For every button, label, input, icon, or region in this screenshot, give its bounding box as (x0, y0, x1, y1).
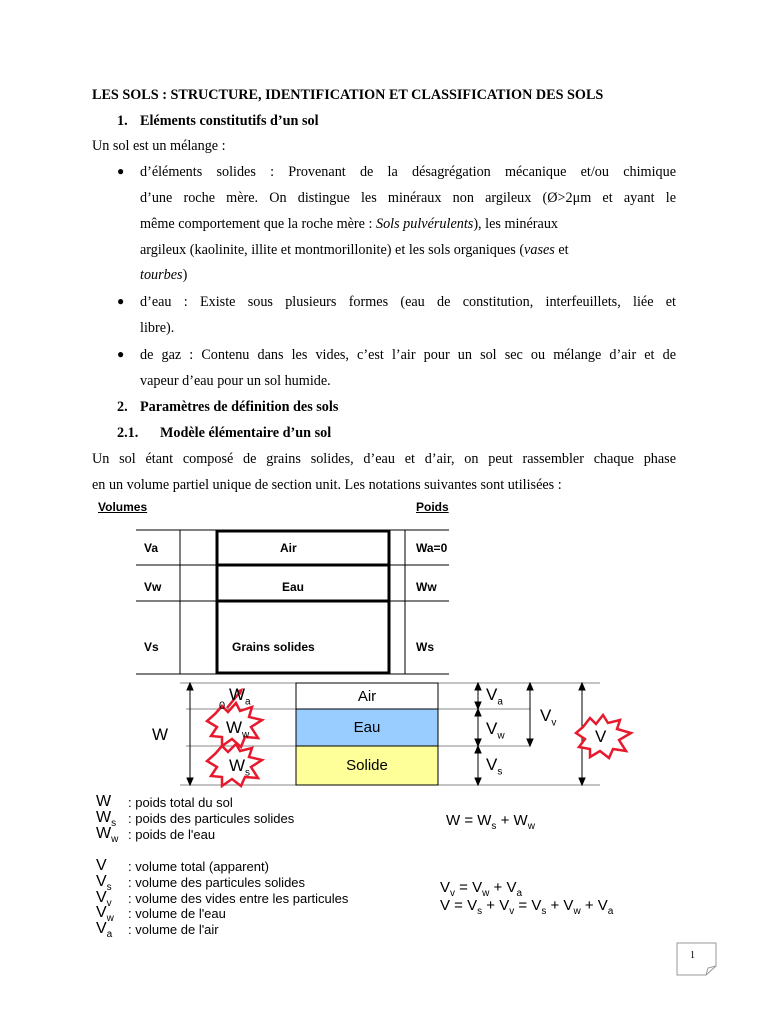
row-grains-label: Grains solides (232, 640, 315, 654)
bullet-1-line-4b: et (554, 242, 569, 258)
bullet-3-line-2: vapeur d’eau pour un sol humide. (140, 373, 331, 389)
section-2-title: Paramètres de définition des sols (140, 399, 339, 415)
w-total-label: W (152, 725, 169, 744)
volumes-header: Volumes (98, 500, 148, 514)
legend-text: : volume de l'air (128, 922, 219, 938)
row-va-label: Va (144, 541, 159, 555)
equation-vv: $V_v = V_w + V_a$ (440, 879, 523, 899)
row-ww-label: Ww (416, 580, 437, 594)
legend-symbol-subscript: a (106, 929, 113, 941)
bullet-1-line-3a: même comportement que la roche mère : (140, 216, 376, 232)
bullet-2-line-1: d’eau : Existe sous plusieurs formes (eau de constitution, interfeuillets, liée et (140, 294, 676, 310)
legend-symbol-main: W (96, 808, 112, 826)
legend-symbol-subscript: s (106, 881, 112, 893)
legend-symbol-subscript: v (106, 897, 112, 909)
legend-symbol-main: V (96, 857, 107, 874)
vw-symbol: $V_w$ (486, 719, 505, 742)
legend-symbol-subscript: w (111, 833, 119, 845)
bullet-1-line-3b: ), les minéraux (473, 216, 559, 232)
legend-symbol-main: W (96, 824, 112, 842)
eau-label: Eau (353, 719, 381, 736)
legend-text: : poids des particules solides (128, 810, 295, 826)
page-number-box (676, 942, 718, 976)
row-vw-label: Vw (144, 580, 162, 594)
bullet-3-line-1: de gaz : Contenu dans les vides, c’est l’air pour un sol sec ou mélange d’air et de (140, 347, 676, 363)
page-number: 1 (690, 950, 695, 961)
section-2-number: 2. (117, 399, 128, 415)
air-label: Air (357, 687, 377, 705)
section-2-1-number: 2.1. (117, 425, 139, 441)
row-ws-label: Ws (416, 640, 434, 654)
section-1-title: Eléments constitutifs d’un sol (140, 113, 319, 129)
paragraph-line-2: en un volume partiel unique de section unit. Les notations suivantes sont utilisées : (92, 477, 562, 493)
vv-symbol: $V_v$ (540, 706, 557, 729)
poids-header: Poids (416, 500, 449, 514)
bullet-1-line-2: d’une roche mère. On distingue les minéraux non argileux (Ø>2μm et ayant le (140, 190, 676, 206)
ww-symbol: $W_w$ (226, 718, 250, 741)
legend-symbol (96, 921, 112, 942)
legend-text: : poids total du sol (128, 795, 233, 810)
legend-text: : poids de l'eau (128, 826, 216, 842)
ws-symbol: $W_s$ (229, 756, 251, 779)
row-wa-label: Wa=0 (416, 541, 448, 555)
page-title: LES SOLS : STRUCTURE, IDENTIFICATION ET CLASSIFICATION DES SOLS (92, 87, 604, 103)
bullet-dot: ● (117, 294, 125, 308)
bullet-dot: ● (117, 347, 125, 361)
legend-symbol-subscript: s (111, 817, 117, 829)
bullet-2-line-2: libre). (140, 320, 175, 336)
legend-symbol-main: V (96, 920, 107, 938)
wa-symbol: $W_a$ (229, 685, 251, 708)
tourbes: tourbes (140, 267, 183, 283)
legend-symbol (96, 858, 107, 873)
legend-symbol-main: V (96, 904, 107, 922)
bullet-1-line-5b: ) (182, 267, 188, 283)
bullet-1-line-4a: argileux (kaolinite, illite et montmorillonite) et les sols organiques ( (140, 242, 525, 258)
vases: vases (524, 242, 555, 258)
equation-w: $W = W_s + W_w$ (446, 812, 535, 832)
section-2-1-title: Modèle élémentaire d’un sol (160, 425, 332, 441)
bullet-dot: ● (117, 164, 125, 178)
v-total-symbol: V (595, 727, 607, 746)
bullet-1-line-1: d’éléments solides : Provenant de la désagrégation mécanique et/ou chimique (140, 164, 676, 180)
row-air-label: Air (280, 541, 297, 555)
row-eau-label: Eau (282, 580, 305, 594)
legend-text: : volume des particules solides (128, 874, 306, 890)
legend-text: : volume de l'eau (128, 906, 226, 922)
legend-symbol (96, 826, 118, 847)
solide-label: Solide (346, 757, 388, 774)
equation-v: $V = V_s + V_v = V_s + V_w + V_a$ (440, 897, 614, 917)
legend-symbol-subscript: w (106, 913, 114, 925)
legend-symbol (96, 794, 111, 809)
paragraph-line-1: Un sol étant composé de grains solides, d’eau et d’air, on peut rassembler chaque phase (92, 451, 676, 467)
section-1-number: 1. (117, 113, 128, 129)
legend-symbol-main: V (96, 888, 107, 906)
va-symbol: $V_a$ (486, 685, 503, 708)
row-vs-label: Vs (144, 640, 159, 654)
legend-symbol-main: W (96, 793, 112, 810)
legend-text: : volume des vides entre les particules (128, 890, 349, 906)
legend-text: : volume total (apparent) (128, 859, 269, 874)
intro-text: Un sol est un mélange : (92, 138, 226, 154)
vs-symbol: $V_s$ (486, 755, 503, 778)
legend-symbol-main: V (96, 872, 107, 890)
sols-pulverulents: Sols pulvérulents (375, 216, 474, 232)
zero-label: 0 (219, 700, 226, 712)
